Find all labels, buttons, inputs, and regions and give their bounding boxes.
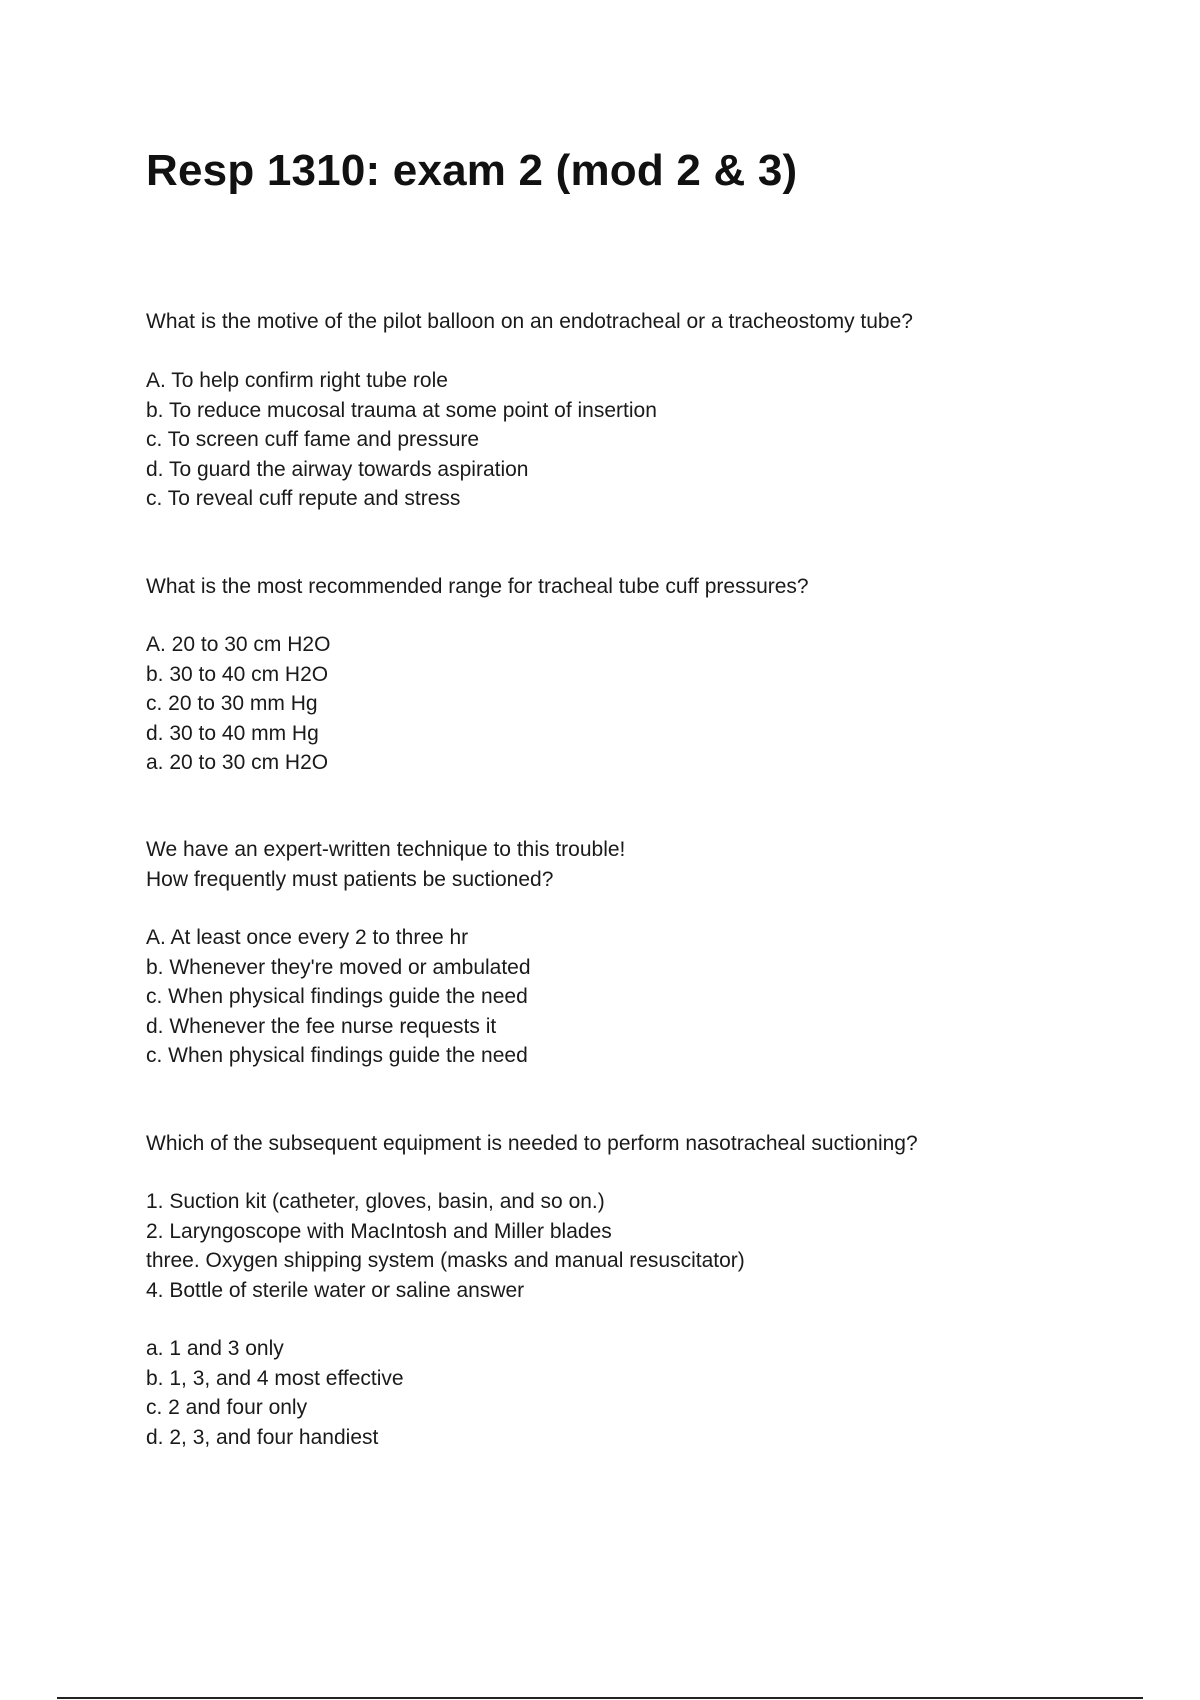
option: d. 30 to 40 mm Hg (146, 721, 319, 745)
question-2-options (146, 630, 1146, 778)
option: a. 1 and 3 only (146, 1337, 284, 1360)
option: b. 30 to 40 cm H2O (146, 662, 329, 686)
question-3-intro: We have an expert-written technique to this trouble! (146, 838, 626, 861)
page-bottom-rule (57, 1697, 1143, 1699)
option: A. At least once every 2 to three hr (146, 926, 469, 949)
option: A. 20 to 30 cm H2O (146, 633, 331, 656)
option: c. 2 and four only (146, 1396, 308, 1419)
option: d. 2, 3, and four handiest (146, 1425, 379, 1449)
numbered-item: three. Oxygen shipping system (masks and manual resuscitator) (146, 1249, 745, 1272)
option: a. 20 to 30 cm H2O (146, 751, 329, 774)
option: c. When physical findings guide the need (146, 1044, 528, 1067)
option: b. 1, 3, and 4 most effective (146, 1366, 404, 1390)
question-1-text: What is the motive of the pilot balloon on an endotracheal or a tracheostomy tube? (146, 310, 913, 333)
option: d. Whenever the fee nurse requests it (146, 1014, 497, 1038)
question-4-items (146, 1187, 1146, 1305)
numbered-item: 4. Bottle of sterile water or saline answer (146, 1278, 525, 1302)
option: c. When physical findings guide the need (146, 985, 528, 1008)
numbered-item: 1. Suction kit (catheter, gloves, basin, and so on.) (146, 1190, 605, 1213)
question-3-text: How frequently must patients be suctioned? (146, 867, 554, 891)
question-4-options (146, 1334, 1146, 1452)
question-2-text: What is the most recommended range for tracheal tube cuff pressures? (146, 575, 809, 598)
option: b. Whenever they're moved or ambulated (146, 955, 531, 979)
option: c. 20 to 30 mm Hg (146, 692, 318, 715)
option: A. To help confirm right tube role (146, 369, 448, 392)
option: b. To reduce mucosal trauma at some point of insertion (146, 398, 657, 422)
option: c. To reveal cuff repute and stress (146, 487, 461, 510)
question-1-options (146, 366, 1146, 514)
question-4-text: Which of the subsequent equipment is needed to perform nasotracheal suctioning? (146, 1132, 918, 1155)
question-1 (146, 307, 1146, 337)
option: d. To guard the airway towards aspiration (146, 457, 529, 481)
question-3 (146, 835, 1146, 894)
page-title: Resp 1310: exam 2 (mod 2 & 3) (146, 146, 798, 195)
question-4 (146, 1129, 1146, 1159)
numbered-item: 2. Laryngoscope with MacIntosh and Miller blades (146, 1219, 612, 1243)
question-2 (146, 572, 1146, 602)
question-3-options (146, 923, 1146, 1071)
option: c. To screen cuff fame and pressure (146, 428, 480, 451)
